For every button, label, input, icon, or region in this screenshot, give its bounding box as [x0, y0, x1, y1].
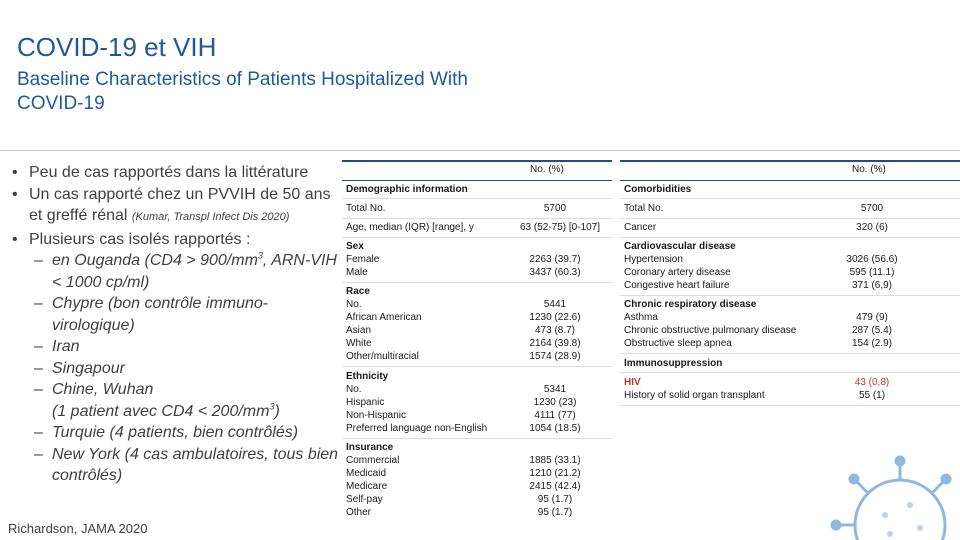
sub-bullet-text: Turquie (4 patients, bien contrôlés) — [52, 424, 299, 441]
row-value: 479 (9) — [856, 312, 888, 323]
dash-icon: – — [34, 338, 43, 355]
row-label: White — [346, 338, 372, 349]
row-value: 1230 (23) — [533, 397, 577, 408]
row-label: Hypertension — [624, 254, 683, 265]
dash-icon: – — [34, 445, 43, 463]
column-header: No. (%) — [852, 164, 886, 175]
row-divider — [342, 366, 612, 367]
dash-icon: – — [34, 295, 43, 312]
row-divider — [620, 405, 960, 406]
hiv-heading: HIV — [624, 377, 641, 388]
row-label: Total No. — [624, 203, 664, 214]
row-value: 55 (1) — [858, 390, 886, 401]
sub-bullet-text: , ARN-VIH < 1000 cp/ml) — [52, 252, 337, 291]
group-heading: Immunosuppression — [624, 358, 723, 369]
table-header-rule — [342, 180, 612, 181]
row-label: Other/multiracial — [346, 351, 419, 362]
slide-title: COVID-19 et VIH — [17, 32, 217, 62]
sub-bullet-item — [12, 293, 342, 336]
row-value: 5700 — [860, 203, 884, 214]
row-value: 95 (1.7) — [537, 507, 573, 518]
bullet-item — [12, 162, 342, 184]
row-divider — [620, 218, 960, 219]
bullet-reference: (Kumar, Transpl Infect Dis 2020) — [131, 211, 290, 223]
bullet-text: Plusieurs cas isolés rapportés : — [29, 230, 251, 248]
row-value: 1574 (28.9) — [529, 351, 581, 362]
group-heading: Race — [346, 286, 370, 297]
row-value: 1230 (22.6) — [529, 312, 581, 323]
row-value: 2164 (39.8) — [529, 338, 581, 349]
row-label: Medicare — [346, 481, 388, 492]
row-label: Other — [346, 507, 372, 518]
row-label: Congestive heart failure — [624, 280, 730, 291]
row-label: Coronary artery disease — [624, 267, 731, 278]
row-label: Cancer — [624, 222, 657, 233]
citation: Richardson, JAMA 2020 — [8, 521, 148, 536]
group-heading: Insurance — [346, 442, 394, 453]
row-label: Female — [346, 254, 380, 265]
row-divider — [620, 372, 960, 373]
row-label: Obstructive sleep apnea — [624, 338, 732, 349]
row-value: 1210 (21.2) — [529, 468, 581, 479]
row-value: 4111 (77) — [534, 410, 576, 421]
group-heading: Chronic respiratory disease — [624, 299, 757, 310]
row-label: Chronic obstructive pulmonary disease — [624, 325, 797, 336]
row-value: 5341 — [543, 384, 567, 395]
bullet-icon: • — [12, 164, 18, 181]
row-value: 2263 (39.7) — [529, 254, 581, 265]
section-heading: Comorbidities — [624, 184, 692, 195]
sub-bullet-text: Iran — [52, 338, 80, 355]
group-heading: Cardiovascular disease — [624, 241, 736, 252]
row-value: 1885 (33.1) — [529, 455, 581, 466]
table-header-bar — [342, 160, 612, 162]
row-label: Asthma — [624, 312, 658, 323]
sub-bullet-item — [12, 422, 342, 444]
sub-bullet-text: ) — [274, 402, 280, 420]
row-label: Total No. — [346, 203, 386, 214]
sub-bullet-text: (1 patient avec CD4 < 200/mm — [52, 402, 270, 420]
row-value: 287 (5.4) — [851, 325, 893, 336]
row-label: Age, median (IQR) [range], y — [346, 222, 474, 233]
sub-bullet-item — [12, 250, 342, 293]
row-value: 5700 — [543, 203, 567, 214]
table-header-rule — [620, 180, 960, 181]
sub-bullet-item — [12, 358, 342, 380]
title-divider — [0, 150, 960, 151]
row-label: No. — [346, 384, 362, 395]
row-value: 595 (11.1) — [849, 267, 895, 278]
row-label: Preferred language non-English — [346, 423, 488, 434]
row-label: Medicaid — [346, 468, 387, 479]
bullet-item — [12, 229, 342, 251]
row-label: No. — [346, 299, 362, 310]
row-label: Hispanic — [346, 397, 385, 408]
sub-bullet-item — [12, 444, 342, 487]
row-label: Self-pay — [346, 494, 383, 505]
section-heading: Demographic information — [346, 184, 468, 195]
group-heading: Ethnicity — [346, 371, 389, 382]
row-divider — [342, 218, 612, 219]
bullet-list — [12, 162, 342, 487]
row-label: Male — [346, 267, 368, 278]
sub-bullet-text: Chypre (bon contrôle immuno-virologique) — [52, 295, 269, 334]
dash-icon: – — [34, 424, 43, 441]
row-value: 320 (6) — [856, 222, 888, 233]
virus-illustration-icon — [790, 430, 960, 540]
sub-bullet-text: New York (4 cas ambulatoires, tous bien contrôlés) — [52, 445, 339, 484]
row-value: 63 (52-75) [0-107] — [519, 222, 601, 233]
dash-icon: – — [34, 252, 43, 269]
row-divider — [620, 353, 960, 354]
sub-bullet-text: en Ouganda (CD4 > 900/mm — [52, 252, 258, 269]
group-heading: Sex — [346, 241, 364, 252]
sub-bullet-item — [12, 336, 342, 358]
sub-bullet-item — [12, 379, 342, 422]
hiv-value: 43 (0,8) — [854, 377, 890, 388]
table-header-bar — [620, 160, 960, 162]
bullet-icon: • — [12, 185, 18, 203]
column-header: No. (%) — [530, 164, 564, 175]
row-value: 473 (8.7) — [534, 325, 576, 336]
row-divider — [620, 295, 960, 296]
row-value: 3026 (56.6) — [846, 254, 898, 265]
row-label: Non-Hispanic — [346, 410, 407, 421]
row-label: Commercial — [346, 455, 400, 466]
bullet-text: Un cas rapporté chez un PVVIH de 50 ans et greffé rénal — [29, 185, 331, 224]
bullet-text: Peu de cas rapportés dans la littérature — [29, 164, 309, 181]
row-divider — [342, 438, 612, 439]
row-label: History of solid organ transplant — [624, 390, 765, 401]
row-value: 2415 (42.4) — [529, 481, 581, 492]
superscript: 3 — [257, 250, 263, 261]
row-value: 154 (2.9) — [851, 338, 893, 349]
row-divider — [342, 282, 612, 283]
bullet-icon: • — [12, 230, 18, 248]
dash-icon: – — [34, 381, 43, 398]
sub-bullet-text: Chine, Wuhan — [52, 381, 154, 398]
row-divider — [620, 198, 960, 199]
slide-subtitle: Baseline Characteristics of Patients Hospitalized With COVID-19 — [17, 69, 468, 114]
row-value: 5441 — [543, 299, 567, 310]
row-value: 95 (1.7) — [537, 494, 573, 505]
bullet-item — [12, 184, 342, 229]
row-divider — [342, 198, 612, 199]
row-label: African American — [346, 312, 422, 323]
row-divider — [620, 237, 960, 238]
row-value: 371 (6,9) — [851, 280, 893, 291]
row-label: Asian — [346, 325, 372, 336]
row-divider — [342, 237, 612, 238]
dash-icon: – — [34, 359, 43, 377]
sub-bullet-text: Singapour — [52, 359, 125, 377]
row-value: 3437 (60.3) — [529, 267, 581, 278]
superscript: 3 — [269, 401, 275, 412]
row-value: 1054 (18.5) — [529, 423, 581, 434]
